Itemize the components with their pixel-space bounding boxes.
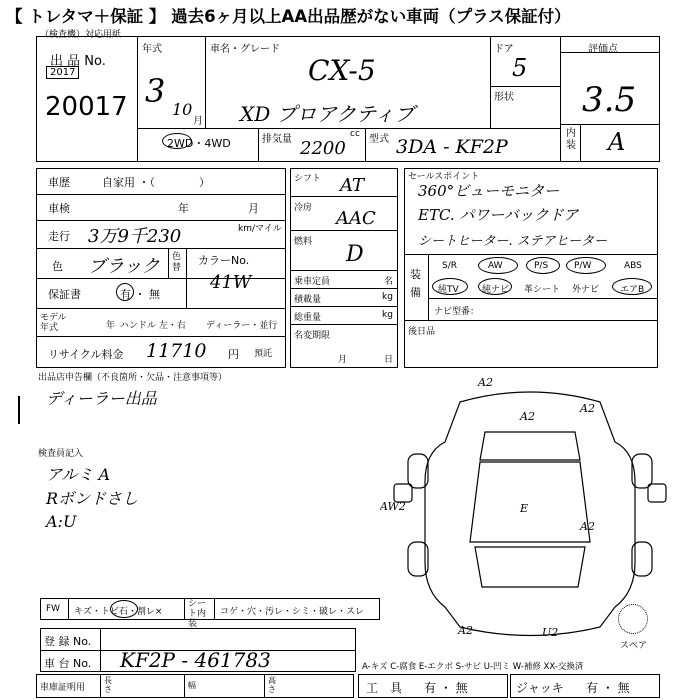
recycle-unit: 円 xyxy=(228,348,239,361)
load-label: 積載量 xyxy=(294,295,322,305)
inspector-note-2: Rボンドさし xyxy=(46,489,139,508)
car-history-label: 車歴 xyxy=(48,176,70,189)
history-box xyxy=(36,168,286,368)
color-value: ブラック xyxy=(88,256,160,277)
year-value: 3 xyxy=(145,72,166,110)
car-history-options: 自家用 ・（ ） xyxy=(102,176,210,189)
month-value: 10 xyxy=(172,100,193,119)
color-no-value: 41W xyxy=(210,272,252,293)
lot-year-tag: 2017 xyxy=(46,66,79,79)
year-label: 年式 xyxy=(142,44,162,55)
interior-label: 内装 xyxy=(566,128,576,151)
model-year-unit: 年 xyxy=(106,321,116,331)
displacement-value: 2200 xyxy=(300,138,346,159)
grade-score: 3.5 xyxy=(582,80,637,120)
seat-label: シート内装 xyxy=(188,599,207,629)
capacity-unit: 名 xyxy=(384,277,394,287)
jack-options: 有 ・ 無 xyxy=(586,681,630,695)
shift-value: AT xyxy=(340,175,365,196)
dealer-label: ディーラー・並行 xyxy=(206,321,278,331)
weight-label: 総重量 xyxy=(294,313,322,323)
mark-front-bumper: U2 xyxy=(542,626,559,639)
mark-roof: E xyxy=(520,502,529,515)
cert-length: 長さ xyxy=(104,676,112,694)
cert-height: 高さ xyxy=(268,676,276,694)
spare-circle xyxy=(618,604,648,634)
model-label: 型式 xyxy=(369,134,389,145)
fuel-value: D xyxy=(346,242,364,267)
change-month: 月 xyxy=(338,355,348,365)
capacity-label: 乗車定員 xyxy=(294,277,331,287)
interior-value: A xyxy=(608,128,626,156)
inspection-label: 車検 xyxy=(48,202,70,215)
cert-label: 車庫証明用 xyxy=(40,683,86,693)
equip-airbag: エアB xyxy=(620,285,645,295)
warranty-label: 保証書 xyxy=(48,288,81,301)
notices-label: 出品店申告欄（不良箇所・欠品・注意事項等） xyxy=(38,373,228,383)
ac-label: 冷房 xyxy=(294,203,313,213)
weight-unit: kg xyxy=(382,310,393,320)
lot-label: 出 品 No. xyxy=(50,54,106,69)
header-subtitle: （検査機）対応用紙 xyxy=(40,30,122,40)
handle-label: ハンドル 左・右 xyxy=(120,321,186,331)
equipment-label: 装備 xyxy=(410,268,421,299)
fw-label: FW xyxy=(46,604,61,614)
inspector-label: 検査員記入 xyxy=(38,449,84,459)
inspector-note-3: A:U xyxy=(46,512,77,531)
jack-label: ジャッキ xyxy=(516,681,564,695)
mark-left-door: AW2 xyxy=(380,500,406,513)
lot-number: 20017 xyxy=(45,92,128,122)
chassis-label: 車 台 No. xyxy=(44,657,92,670)
sales-line-2: ETC. パワーバックドア xyxy=(418,206,579,224)
car-roof xyxy=(470,462,590,542)
model-value: 3DA - KF2P xyxy=(396,136,508,158)
month-unit: 月 xyxy=(193,116,203,127)
mark-front-left: A2 xyxy=(458,624,473,637)
inspection-month-unit: 月 xyxy=(248,202,259,215)
sales-label: セールスポイント xyxy=(408,172,480,182)
cc-unit: cc xyxy=(350,129,360,139)
car-body-outline xyxy=(425,392,635,636)
mark-rear-right: A2 xyxy=(520,410,535,423)
shape-label: 形状 xyxy=(494,92,514,103)
car-rear-window xyxy=(480,432,580,460)
header-bar xyxy=(0,0,700,26)
mark-right-door: A2 xyxy=(580,520,595,533)
recycle-deposit: 預託 xyxy=(254,349,273,359)
recycle-value: 11710 xyxy=(146,340,207,362)
mirror-right xyxy=(648,484,666,502)
post-day-label: 後日品 xyxy=(408,327,436,337)
reg-label: 登 録 No. xyxy=(44,635,92,648)
equip-aw: AW xyxy=(488,261,503,271)
sales-line-3: シートヒーター. ステアヒーター xyxy=(418,234,607,249)
tools-label: 工 具 xyxy=(366,681,403,695)
inspection-year-unit: 年 xyxy=(178,202,189,215)
name-value: CX-5 xyxy=(308,54,376,87)
chassis-value: KF2P - 461783 xyxy=(120,648,271,672)
equip-ps: P/S xyxy=(534,261,549,271)
equip-leather: 革シート xyxy=(524,285,561,295)
change-day: 日 xyxy=(384,355,394,365)
mileage-value: 3万9千230 xyxy=(88,226,182,247)
margin-mark xyxy=(18,396,20,424)
fw-options: キズ・トビ石・割レ× xyxy=(74,607,163,617)
color-change-label: 色替 xyxy=(172,252,182,273)
fuel-label: 燃料 xyxy=(294,237,313,247)
seat-options: コゲ・穴・汚レ・シミ・破レ・スレ xyxy=(220,607,365,617)
mark-rear-top: A2 xyxy=(478,376,493,389)
model-year-label: モデル年式 xyxy=(40,313,67,333)
grade-value: XD プロアクティブ xyxy=(240,102,415,126)
color-no-label: カラーNo. xyxy=(198,254,250,267)
load-unit: kg xyxy=(382,292,393,302)
cert-width: 幅 xyxy=(188,681,196,690)
equip-pw: P/W xyxy=(574,261,592,271)
drive-label: 2WD・4WD xyxy=(167,137,231,150)
equip-abs: ABS xyxy=(624,261,642,271)
car-front-window xyxy=(475,547,585,587)
mark-right-quarter: A2 xyxy=(580,402,595,415)
equip-sr: S/R xyxy=(442,261,457,271)
warranty-options: 有 ・ 無 xyxy=(120,288,160,301)
ac-value: AAC xyxy=(336,208,376,229)
mileage-label: 走行 xyxy=(48,230,70,243)
equip-tv: 純TV xyxy=(438,285,459,295)
equip-ext-navi: 外ナビ xyxy=(572,285,600,295)
color-label: 色 xyxy=(52,260,63,273)
doors-value: 5 xyxy=(512,54,528,82)
grade-label: 評価点 xyxy=(588,44,618,55)
shift-label: シフト xyxy=(294,174,322,184)
displacement-label: 排気量 xyxy=(262,134,292,145)
header-title: 【 トレタマ＋保証 】 過去6ヶ月以上AA出品歴がない車両（プラス保証付） xyxy=(6,7,571,26)
spare-label: スペア xyxy=(620,641,648,651)
tools-options: 有 ・ 無 xyxy=(424,681,468,695)
sales-line-1: 360°ビューモニター xyxy=(418,182,560,200)
change-label: 名変期限 xyxy=(294,331,331,341)
equip-navi: 純ナビ xyxy=(482,285,510,295)
inspector-note-1: アルミ A xyxy=(46,465,111,484)
legend: A-キズ C-腐食 E-エクボ S-サビ U-凹ミ W-補修 XX-交換済 xyxy=(362,662,584,672)
navi-model-label: ナビ型番： xyxy=(434,307,480,317)
notices-text: ディーラー出品 xyxy=(46,389,157,408)
mileage-unit: km/マイル xyxy=(238,224,282,234)
recycle-label: リサイクル料金 xyxy=(48,348,124,361)
doors-label: ドア xyxy=(494,44,514,55)
name-label: 車名・グレード xyxy=(210,44,280,55)
